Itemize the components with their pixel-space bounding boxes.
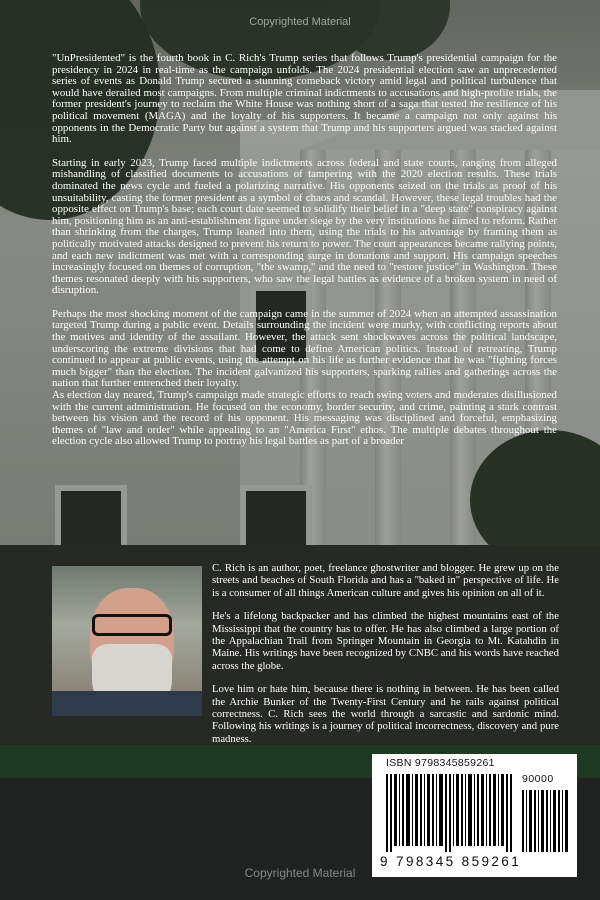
author-shirt xyxy=(52,691,202,716)
watermark-top: Copyrighted Material xyxy=(249,16,351,28)
price-barcode-graphic xyxy=(522,790,570,852)
synopsis-paragraph: Perhaps the most shocking moment of the campaign came in the summer of 2024 when an attempted assassination targeted Trump during a public event. Details surrounding the incident were murky, with conflicting reports about the motives and identity of the assailant. However, the attack sent shockwaves across the political landscape, underscoring the extreme divisions that had come to define American politics. Instead of retreating, Trump continued to appear at public events, using the attempt on his life as further evidence that he was "fighting forces much bigger" than the election. The incident galvanized his supporters, sparking rallies and gatherings across the nation that further entrenched their loyalty. xyxy=(52,307,557,390)
isbn-barcode xyxy=(372,754,577,877)
barcode-bars xyxy=(386,774,514,852)
author-bio-paragraph: C. Rich is an author, poet, freelance ghostwriter and blogger. He grew up on the streets and beaches of South Florida and has a "baked in" perspective of life. He is a consumer of all things American culture and gives his opinion on all of it. xyxy=(212,562,559,599)
author-glasses xyxy=(92,614,172,636)
synopsis-paragraph: As election day neared, Trump's campaign made strategic efforts to reach swing voters and moderates disillusioned with the current administration. He focused on the economy, border security, and crime, painting a stark contrast between his vision and the record of his opponent. His messaging was disciplined and forceful, emphasizing themes of "law and order" while appealing to an "America First" ethos. The multiple debates throughout the election cycle also allowed Trump to portray his legal battles as part of a broader xyxy=(52,389,557,448)
isbn-digits: 9 798345 859261 xyxy=(380,854,522,869)
watermark-bottom: Copyrighted Material xyxy=(244,866,356,880)
price-barcode-bars xyxy=(522,790,570,852)
price-code: 90000 xyxy=(522,773,554,785)
barcode-bars-graphic xyxy=(386,774,514,852)
author-photo xyxy=(52,566,202,716)
author-bio-paragraph: Love him or hate him, because there is nothing in between. He has been called the Archie Bunker of the Twenty-First Century and he rails against political correctness. C. Rich sees the world through a sarcastic and sardonic mind. Following his writings is a journey of political incorrectness, discovery and pure madness. xyxy=(212,683,559,745)
author-bio xyxy=(212,562,559,756)
synopsis-paragraph: Starting in early 2023, Trump faced multiple indictments across federal and state courts, ranging from alleged mishandling of classified documents to accusations of tampering with the 2020 election results. These trials dominated the news cycle and fueled a polarizing narrative. His opponents seized on the trials as proof of his unsuitability, casting the former president as a symbol of chaos and scandal. However, these legal troubles had the opposite effect on Trump's base; each court date seemed to solidify their belief in a "deep state" conspiracy against him, positioning him as an anti-establishment figure under siege by the very institutions he aimed to reform. Rather than shrinking from the charges, Trump leaned into them, using the trials to his advantage by framing them as politically motivated attacks designed to prevent his return to power. The court appearances became rallying points, and each new indictment was met with a corresponding surge in donations and support. His campaign speeches increasingly focused on themes of corruption, "the swamp," and the need to "restore justice" in Washington. These themes resonated deeply with his supporters, who saw the legal battles as evidence of a broken system in need of disruption. xyxy=(52,156,557,297)
synopsis-paragraph: "UnPresidented" is the fourth book in C. Rich's Trump series that follows Trump's presidential campaign for the presidency in 2024 in real-time as the campaign unfolds. The 2024 presidential election saw an unprecedented series of events as Donald Trump secured a stunning comeback victory amid legal and political turbulence that would have derailed most campaigns. From multiple criminal indictments to accusations and high-profile trials, the former president's journey to reclaim the White House was nothing short of a saga that tested the resilience of his political movement (MAGA) and the loyalty of his supporters. It became a campaign not only against his opponents in the Democratic Party but against a system that Trump and his supporters argued was stacked against him. xyxy=(52,52,557,146)
synopsis-text xyxy=(52,53,557,448)
author-bio-paragraph: He's a lifelong backpacker and has climbed the highest mountains east of the Mississippi that the country has to offer. He has also climbed a large portion of the Appalachian Trail from Springer Mountain in Georgia to Mt. Katahdin in Maine. His writings have been recognized by CNBC and his words have reached across the globe. xyxy=(212,610,559,672)
isbn-label: ISBN 9798345859261 xyxy=(386,757,495,769)
